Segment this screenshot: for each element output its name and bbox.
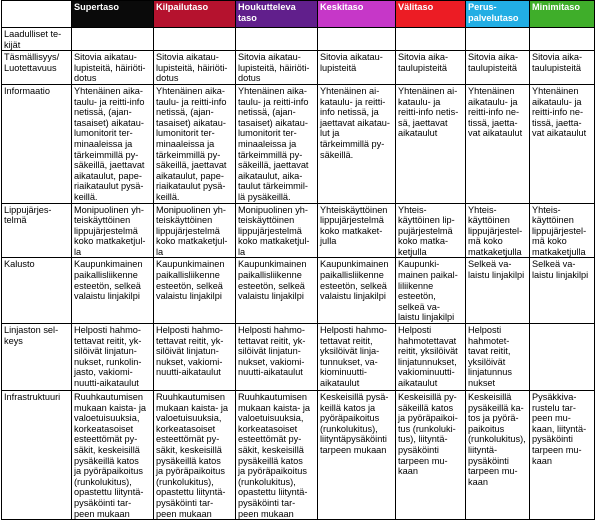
table-cell: Keskeisillä py- säkeillä katos ja pyöräpaikoi- tus (runkoluki- tus), liityntä- pysäköinti tarpeen mu- kaan bbox=[396, 391, 466, 520]
table-cell: Ruuhkautumisen mukaan kaista- ja valoetuisuuksia, korkeatasoiset esteettömät py- säkit, keskeisillä pysäkeillä katos ja pyöräpaikoitus (runkolukitus), opastettu liityntä- pysäköinti tar- peen mukaan bbox=[154, 391, 236, 520]
table-cell: Helposti hahmo- tettavat reitit, yk- silöivät linjatun- nukset, vakiomi- nuutti-aikataulut bbox=[154, 324, 236, 391]
table-cell: Yhtenäinen aika- taulu- ja reitti-info netissä, (ajan- tasaiset) aikatau- lumonitorit ter- minaaleissa ja tärkeimmillä py- säkeillä, jaettavat aikataulut, aika- taulut tärkeimmil- lä pysäkeillä. bbox=[236, 84, 318, 203]
table-cell bbox=[154, 28, 236, 51]
table-cell: Helposti hahmo- tettavat reitit, yk- silöivät linjatun- nukset, runkolin- jasto, vakiomi- nuutti-aikataulut bbox=[72, 324, 154, 391]
header-category-label: Palvelutaso- luokka bbox=[2, 1, 72, 28]
row-label: Informaatio bbox=[2, 84, 72, 203]
table-cell: Yhteis- käyttöinen lip- pujärjestelmä koko matka- ketjulla bbox=[396, 203, 466, 258]
table-cell bbox=[72, 28, 154, 51]
table-cell: Sitovia aika- taulupisteitä bbox=[530, 51, 595, 85]
table-cell: Ruuhkautumisen mukaan kaista- ja valoetuisuuksia, korkeatasoiset esteettömät py- säkit, keskeisillä pysäkeillä katos ja pyöräpaikoitus (runkolukitus), opastettu liityntä- pysäköinti tar- peen mukaan bbox=[236, 391, 318, 520]
table-cell: Yhteis- käyttöinen lippujärjestel- mä koko matkaketjulla bbox=[530, 203, 595, 258]
row-label: Lippujärjes- telmä bbox=[2, 203, 72, 258]
table-cell: Helposti hahmotettavat reitit, yksilöivät linjatunnukset, vakiominuutti- aikataulut bbox=[396, 324, 466, 391]
table-cell: Kaupunkimainen paikallisliikenne esteetön, selkeä valaistu linjakilpi bbox=[318, 258, 396, 324]
table-cell: Sitovia aikatau- lupisteitä, häiriöti- dotus bbox=[72, 51, 154, 85]
table-row bbox=[2, 28, 595, 51]
header-level-supertaso: Supertaso bbox=[72, 1, 154, 28]
header-level-houkutteleva: Houkutteleva taso bbox=[236, 1, 318, 28]
table-row bbox=[2, 84, 595, 203]
table-cell: Ruuhkautumisen mukaan kaista- ja valoetuisuuksia, korkeatasoiset esteettömät py- säkit, keskeisillä pysäkeillä katos ja pyöräpaikoitus (runkolukitus), opastettu liityntä- pysäköinti tar- peen mukaan bbox=[72, 391, 154, 520]
table-cell: Monipuolinen yh- teiskäyttöinen lippujärjestelmä koko matkaketjul- la bbox=[154, 203, 236, 258]
table-cell: Pysäkkiva- rustelu tar- peen mu- kaan, liityntä- pysäköinti tarpeen mu- kaan bbox=[530, 391, 595, 520]
row-label: Kalusto bbox=[2, 258, 72, 324]
table-cell bbox=[236, 28, 318, 51]
table-cell: Yhtenäinen ai- kataulu- ja reitti-info netis- sä, jaettavat aikataulut bbox=[396, 84, 466, 203]
table-row bbox=[2, 51, 595, 85]
header-level-peruspalvelutaso: Perus- palvelutaso bbox=[466, 1, 530, 28]
header-level-minimitaso: Minimitaso bbox=[530, 1, 595, 28]
table-cell bbox=[396, 28, 466, 51]
table-row bbox=[2, 203, 595, 258]
table-cell: Yhtenäinen ai- kataulu- ja reitti- info netissä, ja jaettavat aikatau- lut ja tärkeimmillä py- säkeillä. bbox=[318, 84, 396, 203]
table-cell bbox=[530, 28, 595, 51]
service-level-table bbox=[1, 0, 595, 520]
table-cell: Sitovia aikatau- lupisteitä bbox=[318, 51, 396, 85]
header-level-kilpailutaso: Kilpailutaso bbox=[154, 1, 236, 28]
row-label: Infrastruktuuri bbox=[2, 391, 72, 520]
table-cell bbox=[318, 28, 396, 51]
header-row bbox=[2, 1, 595, 28]
table-cell: Sitovia aika- taulupisteitä bbox=[396, 51, 466, 85]
table-row bbox=[2, 324, 595, 391]
row-label: Täsmällisyys/ Luotettavuus bbox=[2, 51, 72, 85]
table-cell: Helposti hahmotet- tavat reitit, yksilöivät linjatunnus nukset bbox=[466, 324, 530, 391]
table-cell: Kaupunkimainen paikallisliikenne esteetön, selkeä valaistu linjakilpi bbox=[154, 258, 236, 324]
table-cell: Sitovia aikatau- lupisteitä, häiriöti- dotus bbox=[154, 51, 236, 85]
row-label: Laadulliset te- kijät bbox=[2, 28, 72, 51]
table-cell: Helposti hahmo- tettavat reitit, yksilöivät linja- tunnukset, va- kiominuutti- aikataulut bbox=[318, 324, 396, 391]
table-cell: Yhtenäinen aikataulu- ja reitti-info ne- tissä, jaetta- vat aikataulut bbox=[466, 84, 530, 203]
table-cell: Yhtenäinen aika- taulu- ja reitti-info netissä, (ajan- tasaiset) aikatau- lumonitorit ter- minaaleissa ja tärkeimmillä py- säkeillä, jaettavat aikataulut, pape- riaikataulut pysä- keillä. bbox=[154, 84, 236, 203]
table-row bbox=[2, 391, 595, 520]
table-cell: Selkeä va- laistu linjakilpi bbox=[530, 258, 595, 324]
table-cell: Yhteiskäyttöinen lippujärjestelmä koko matkaket- julla bbox=[318, 203, 396, 258]
table-cell: Kaupunkimainen paikallisliikenne esteetön, selkeä valaistu linjakilpi bbox=[72, 258, 154, 324]
table-cell: Sitovia aikatau- lupisteitä, häiriöti- dotus bbox=[236, 51, 318, 85]
table-cell: Kaupunkimainen paikallisliikenne esteetön, selkeä valaistu linjakilpi bbox=[236, 258, 318, 324]
table-cell: Yhtenäinen aikataulu- ja reitti-info ne- tissä, jaetta- vat aikataulut bbox=[530, 84, 595, 203]
table-cell: Selkeä va- laistu linjakilpi bbox=[466, 258, 530, 324]
table-cell: Monipuolinen yh- teiskäyttöinen lippujärjestelmä koko matkaketjul- la bbox=[236, 203, 318, 258]
table-cell bbox=[466, 28, 530, 51]
table-row bbox=[2, 258, 595, 324]
table-cell: Yhtenäinen aika- taulu- ja reitti-info netissä, (ajan- tasaiset) aikatau- lumonitorit ter- minaaleissa ja tärkeimmillä py- säkeillä, jaettavat aikataulut, pape- riaikataulut pysä- keillä. bbox=[72, 84, 154, 203]
table-cell: Sitovia aika- taulupisteitä bbox=[466, 51, 530, 85]
header-level-keskitaso: Keskitaso bbox=[318, 1, 396, 28]
table-cell: Keskeisillä pysäkeillä ka- tos ja pyörä- paikoitus (runkolukitus), liityntä- pysäköinti tarpeen mu- kaan bbox=[466, 391, 530, 520]
table-cell: Keskeisillä pysä- keillä katos ja pyöräpaikoitus (runkolukitus), liityntäpysäköinti tarpeen mukaan bbox=[318, 391, 396, 520]
row-label: Linjaston sel- keys bbox=[2, 324, 72, 391]
table-cell: Monipuolinen yh- teiskäyttöinen lippujärjestelmä koko matkaketjul- la bbox=[72, 203, 154, 258]
table-cell: Yhteis- käyttöinen lippujärjestel- mä koko matkaketjulla bbox=[466, 203, 530, 258]
table-cell: Kaupunki- mainen paikal- liliikenne esteetön, selkeä va- laistu linjakilpi bbox=[396, 258, 466, 324]
table-cell: Helposti hahmo- tettavat reitit, yk- silöivät linjatun- nukset, vakiomi- nuutti-aikataulut bbox=[236, 324, 318, 391]
table-cell bbox=[530, 324, 595, 391]
header-level-valitaso: Välitaso bbox=[396, 1, 466, 28]
